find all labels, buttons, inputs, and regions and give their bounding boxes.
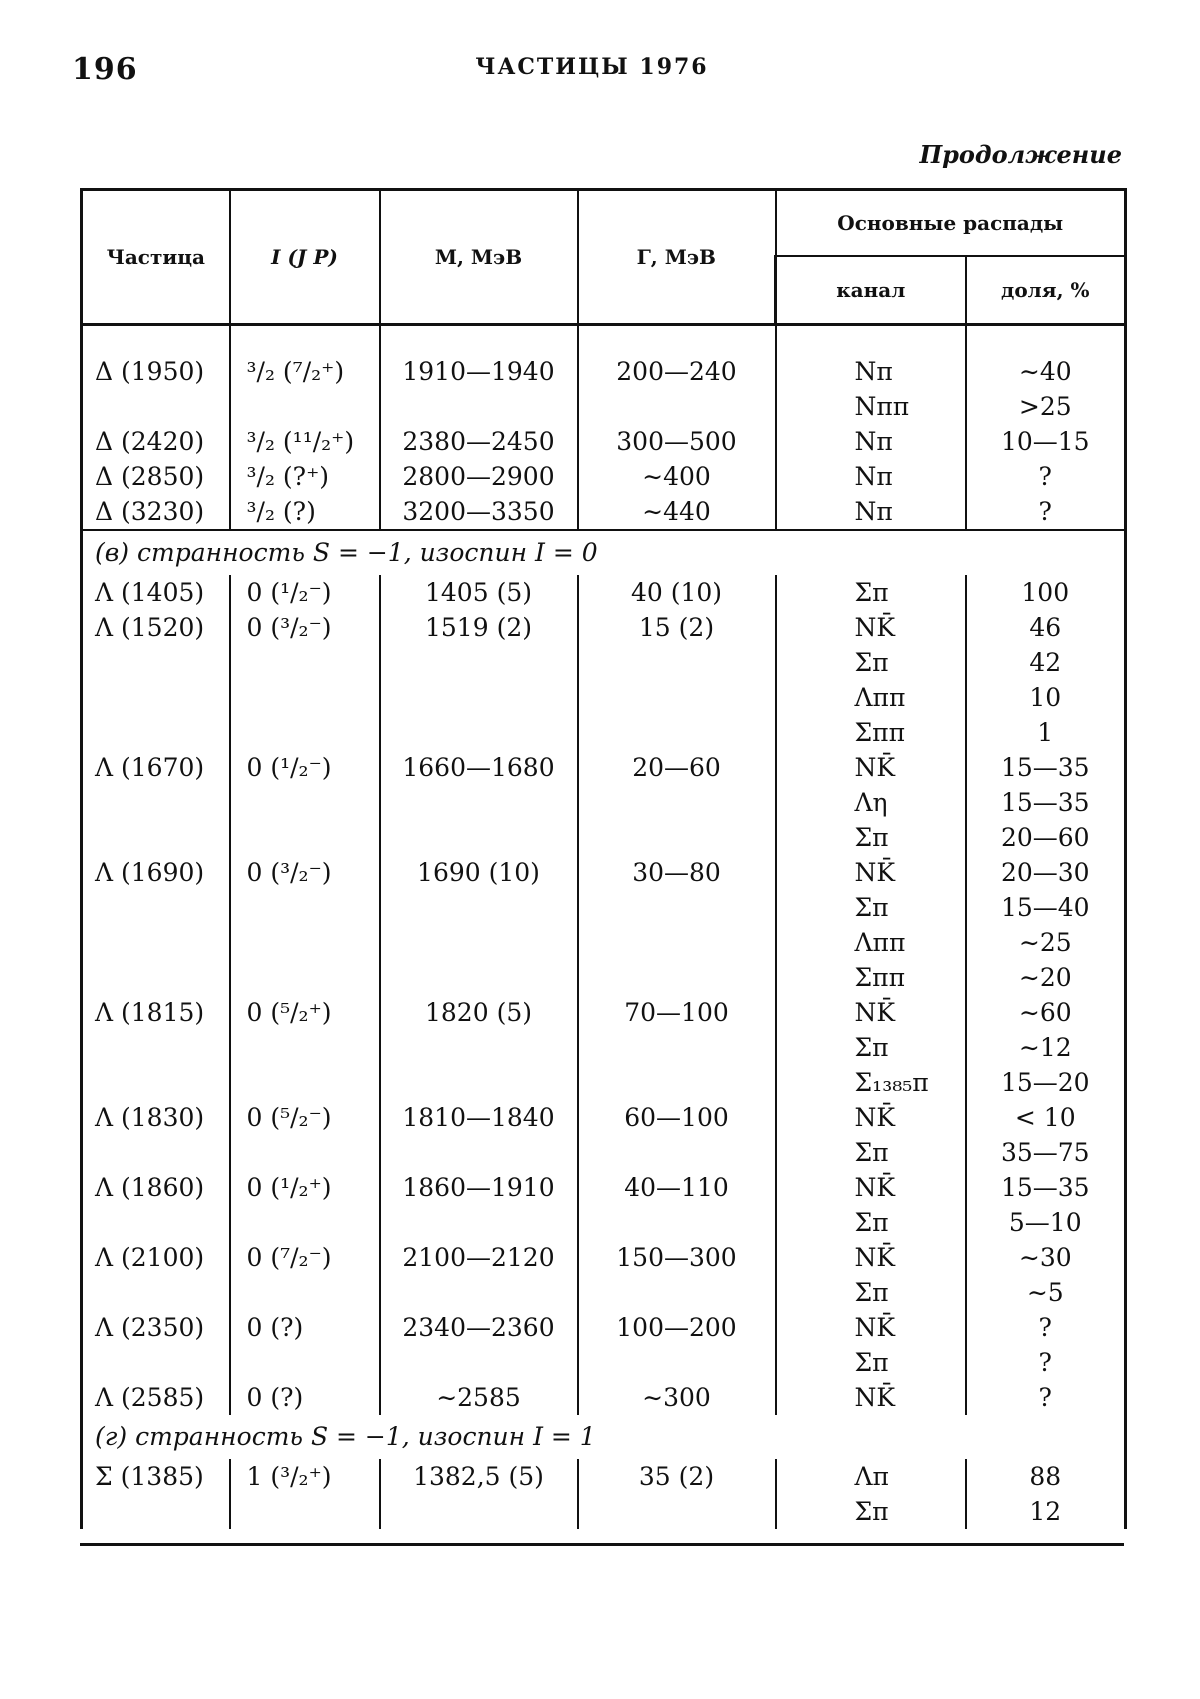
decay-fraction-line: 1 <box>967 715 1125 750</box>
col-header-decays: Основные распады <box>776 190 1126 257</box>
decay-fraction-line: 20—30 <box>967 855 1125 890</box>
decay-fraction-line: 15—40 <box>967 890 1125 925</box>
decay-channel-line: NK̄ <box>855 1170 965 1205</box>
decay-fraction-line: 88 <box>967 1459 1125 1494</box>
spacer-cell <box>578 340 776 354</box>
decay-fraction <box>966 1170 1126 1240</box>
decay-fraction <box>966 1100 1126 1170</box>
section-heading-c <box>82 530 1126 575</box>
width-value: 300—500 <box>578 424 776 459</box>
spin-parity: 0 (¹/₂⁻) <box>230 750 380 855</box>
decay-fraction <box>966 354 1126 424</box>
spacer-cell <box>380 325 578 341</box>
mass-value: 1405 (5) <box>380 575 578 610</box>
mass-value: 1382,5 (5) <box>380 1459 578 1529</box>
decay-channel <box>776 459 966 494</box>
spacer-cell <box>380 340 578 354</box>
width-value: 100—200 <box>578 1310 776 1380</box>
table-row <box>82 1310 1126 1380</box>
section-heading-c-text: (в) странность S = −1, изоспин I = 0 <box>82 530 1126 575</box>
mass-value: 2100—2120 <box>380 1240 578 1310</box>
particle-name: Σ (1385) <box>82 1459 230 1529</box>
decay-channel-line: Σπ <box>855 1135 965 1170</box>
width-value: 150—300 <box>578 1240 776 1310</box>
decay-fraction-line: 5—10 <box>967 1205 1125 1240</box>
decay-fraction-line: 46 <box>967 610 1125 645</box>
table-row <box>82 995 1126 1100</box>
decay-channel <box>776 494 966 530</box>
decay-fraction-line: 15—35 <box>967 1170 1125 1205</box>
section-heading-d <box>82 1415 1126 1459</box>
decay-fraction-line: ? <box>967 1380 1125 1415</box>
decay-channel-line: Λη <box>855 785 965 820</box>
width-value: ∼440 <box>578 494 776 530</box>
decay-fraction <box>966 1240 1126 1310</box>
section-heading-d-text: (г) странность S = −1, изоспин I = 1 <box>82 1415 1126 1459</box>
spacer-cell <box>230 340 380 354</box>
decay-channel-line: NK̄ <box>855 1240 965 1275</box>
page-number: 196 <box>72 52 138 87</box>
spin-parity: 0 (?) <box>230 1310 380 1380</box>
width-value: ∼300 <box>578 1380 776 1415</box>
table-body <box>82 325 1126 1530</box>
particle-name: Λ (1860) <box>82 1170 230 1240</box>
decay-channel <box>776 610 966 750</box>
decay-channel-line: Σπ <box>855 1275 965 1310</box>
decay-fraction <box>966 1459 1126 1529</box>
decay-channel-line: NK̄ <box>855 995 965 1030</box>
table-row <box>82 1459 1126 1529</box>
spacer-cell <box>82 340 230 354</box>
decay-fraction <box>966 1380 1126 1415</box>
row-spacer <box>82 340 1126 354</box>
mass-value: 1820 (5) <box>380 995 578 1100</box>
width-value: 40—110 <box>578 1170 776 1240</box>
decay-fraction <box>966 494 1126 530</box>
particle-name: Λ (1690) <box>82 855 230 995</box>
width-value: 35 (2) <box>578 1459 776 1529</box>
decay-channel-line: Nπ <box>855 459 965 494</box>
decay-channel-line: Σππ <box>855 960 965 995</box>
width-value: 30—80 <box>578 855 776 995</box>
decay-fraction <box>966 1310 1126 1380</box>
spacer-cell <box>578 325 776 341</box>
decay-channel-line: Λπ <box>855 1459 965 1494</box>
spacer-cell <box>966 340 1126 354</box>
particle-table <box>80 188 1124 1529</box>
decay-fraction-line: 15—35 <box>967 785 1125 820</box>
decay-fraction-line: 35—75 <box>967 1135 1125 1170</box>
mass-value: 3200—3350 <box>380 494 578 530</box>
decay-channel-line: NK̄ <box>855 1380 965 1415</box>
width-value: 60—100 <box>578 1100 776 1170</box>
decay-channel-line: NK̄ <box>855 610 965 645</box>
width-value: 70—100 <box>578 995 776 1100</box>
decay-channel <box>776 995 966 1100</box>
decay-channel-line: Λππ <box>855 680 965 715</box>
table-row <box>82 1380 1126 1415</box>
decay-fraction-line: 12 <box>967 1494 1125 1529</box>
decay-fraction <box>966 610 1126 750</box>
mass-value: 1860—1910 <box>380 1170 578 1240</box>
decay-fraction-line: ? <box>967 494 1125 529</box>
decay-fraction-line: ? <box>967 1310 1125 1345</box>
decay-fraction-line: ∼60 <box>967 995 1125 1030</box>
decay-fraction-line: ∼25 <box>967 925 1125 960</box>
decay-fraction-line: >25 <box>967 389 1125 424</box>
width-value: 20—60 <box>578 750 776 855</box>
decay-channel-line: Σπ <box>855 1494 965 1529</box>
col-header-channel: канал <box>776 256 966 325</box>
table-row <box>82 855 1126 995</box>
decay-fraction <box>966 995 1126 1100</box>
particle-name: Δ (2420) <box>82 424 230 459</box>
decay-channel-line: Σπ <box>855 890 965 925</box>
decay-fraction-line: 10 <box>967 680 1125 715</box>
particle-name: Δ (1950) <box>82 354 230 424</box>
spacer-cell <box>776 325 966 341</box>
table-row <box>82 610 1126 750</box>
decay-fraction-line: < 10 <box>967 1100 1125 1135</box>
spin-parity: 0 (⁷/₂⁻) <box>230 1240 380 1310</box>
decay-channel-line: NK̄ <box>855 750 965 785</box>
spin-parity: ³/₂ (¹¹/₂⁺) <box>230 424 380 459</box>
mass-value: 2340—2360 <box>380 1310 578 1380</box>
decay-channel <box>776 855 966 995</box>
decay-fraction-line: ? <box>967 1345 1125 1380</box>
spin-parity: 0 (³/₂⁻) <box>230 855 380 995</box>
decay-fraction <box>966 750 1126 855</box>
particle-name: Λ (2100) <box>82 1240 230 1310</box>
col-header-particle: Частица <box>82 190 230 325</box>
decay-channel-line: Nππ <box>855 389 965 424</box>
decay-channel-line: Nπ <box>855 354 965 389</box>
decay-channel-line: Σπ <box>855 1345 965 1380</box>
decay-channel <box>776 575 966 610</box>
table-row <box>82 354 1126 424</box>
mass-value: ∼2585 <box>380 1380 578 1415</box>
table-row <box>82 1240 1126 1310</box>
mass-value: 2800—2900 <box>380 459 578 494</box>
decay-fraction-line: ∼20 <box>967 960 1125 995</box>
decay-channel-line: Σπ <box>855 1205 965 1240</box>
width-value: 200—240 <box>578 354 776 424</box>
decay-fraction-line: ∼5 <box>967 1275 1125 1310</box>
particle-name: Δ (2850) <box>82 459 230 494</box>
particle-name: Λ (2585) <box>82 1380 230 1415</box>
decay-channel <box>776 1170 966 1240</box>
particle-name: Λ (2350) <box>82 1310 230 1380</box>
decay-channel-line: Nπ <box>855 494 965 529</box>
width-value: 15 (2) <box>578 610 776 750</box>
mass-value: 1519 (2) <box>380 610 578 750</box>
decay-fraction-line: ∼40 <box>967 354 1125 389</box>
decay-fraction-line: ? <box>967 459 1125 494</box>
decay-channel <box>776 1100 966 1170</box>
width-value: 40 (10) <box>578 575 776 610</box>
particle-name: Λ (1815) <box>82 995 230 1100</box>
decay-fraction-line: 20—60 <box>967 820 1125 855</box>
table-row <box>82 494 1126 530</box>
decay-channel-line: Λππ <box>855 925 965 960</box>
spin-parity: 0 (¹/₂⁻) <box>230 575 380 610</box>
particle-name: Δ (3230) <box>82 494 230 530</box>
decay-fraction-line: 42 <box>967 645 1125 680</box>
spin-parity: 0 (⁵/₂⁻) <box>230 1100 380 1170</box>
mass-value: 2380—2450 <box>380 424 578 459</box>
decay-fraction-line: ∼12 <box>967 1030 1125 1065</box>
decay-channel-line: NK̄ <box>855 855 965 890</box>
decay-channel <box>776 1459 966 1529</box>
mass-value: 1660—1680 <box>380 750 578 855</box>
page-header <box>72 52 1112 92</box>
spin-parity: ³/₂ (?) <box>230 494 380 530</box>
col-header-width: Γ, МэВ <box>578 190 776 325</box>
spin-parity: 0 (⁵/₂⁺) <box>230 995 380 1100</box>
bottom-rule <box>80 1543 1124 1546</box>
spacer-cell <box>82 325 230 341</box>
decay-channel <box>776 1380 966 1415</box>
decay-channel <box>776 1310 966 1380</box>
particle-name: Λ (1405) <box>82 575 230 610</box>
particle-name: Λ (1670) <box>82 750 230 855</box>
decay-fraction <box>966 459 1126 494</box>
table-row <box>82 1100 1126 1170</box>
mass-value: 1810—1840 <box>380 1100 578 1170</box>
particle-name: Λ (1830) <box>82 1100 230 1170</box>
decay-fraction <box>966 575 1126 610</box>
width-value: ∼400 <box>578 459 776 494</box>
running-title: ЧАСТИЦЫ 1976 <box>72 54 1112 80</box>
spin-parity: 0 (?) <box>230 1380 380 1415</box>
decay-channel-line: Σπ <box>855 1030 965 1065</box>
spin-parity: 0 (³/₂⁻) <box>230 610 380 750</box>
decay-fraction <box>966 424 1126 459</box>
decay-fraction-line: 15—20 <box>967 1065 1125 1100</box>
table-row <box>82 750 1126 855</box>
spin-parity: ³/₂ (⁷/₂⁺) <box>230 354 380 424</box>
row-spacer <box>82 325 1126 341</box>
col-header-mass: M, МэВ <box>380 190 578 325</box>
continuation-label: Продолжение <box>919 140 1122 169</box>
decay-channel <box>776 1240 966 1310</box>
spacer-cell <box>776 340 966 354</box>
decay-channel-line: Σπ <box>855 575 965 610</box>
spin-parity: ³/₂ (?⁺) <box>230 459 380 494</box>
decay-fraction-line: 10—15 <box>967 424 1125 459</box>
col-header-fraction: доля, % <box>966 256 1126 325</box>
decay-channel-line: Σπ <box>855 820 965 855</box>
decay-channel <box>776 424 966 459</box>
table-row <box>82 459 1126 494</box>
spin-parity: 1 (³/₂⁺) <box>230 1459 380 1529</box>
mass-value: 1690 (10) <box>380 855 578 995</box>
decay-channel-line: NK̄ <box>855 1100 965 1135</box>
decay-fraction-line: ∼30 <box>967 1240 1125 1275</box>
decay-channel-line: Nπ <box>855 424 965 459</box>
decay-channel-line: NK̄ <box>855 1310 965 1345</box>
spacer-cell <box>230 325 380 341</box>
mass-value: 1910—1940 <box>380 354 578 424</box>
spin-parity: 0 (¹/₂⁺) <box>230 1170 380 1240</box>
decay-channel-line: Σππ <box>855 715 965 750</box>
col-header-spin: I (J P) <box>230 190 380 325</box>
decay-channel-line: Σ₁₃₈₅π <box>855 1065 965 1100</box>
spacer-cell <box>966 325 1126 341</box>
decay-channel <box>776 354 966 424</box>
particle-name: Λ (1520) <box>82 610 230 750</box>
table-row <box>82 424 1126 459</box>
decay-fraction-line: 100 <box>967 575 1125 610</box>
table-row <box>82 1170 1126 1240</box>
decay-fraction-line: 15—35 <box>967 750 1125 785</box>
table-row <box>82 575 1126 610</box>
decay-channel <box>776 750 966 855</box>
decay-channel-line: Σπ <box>855 645 965 680</box>
decay-fraction <box>966 855 1126 995</box>
